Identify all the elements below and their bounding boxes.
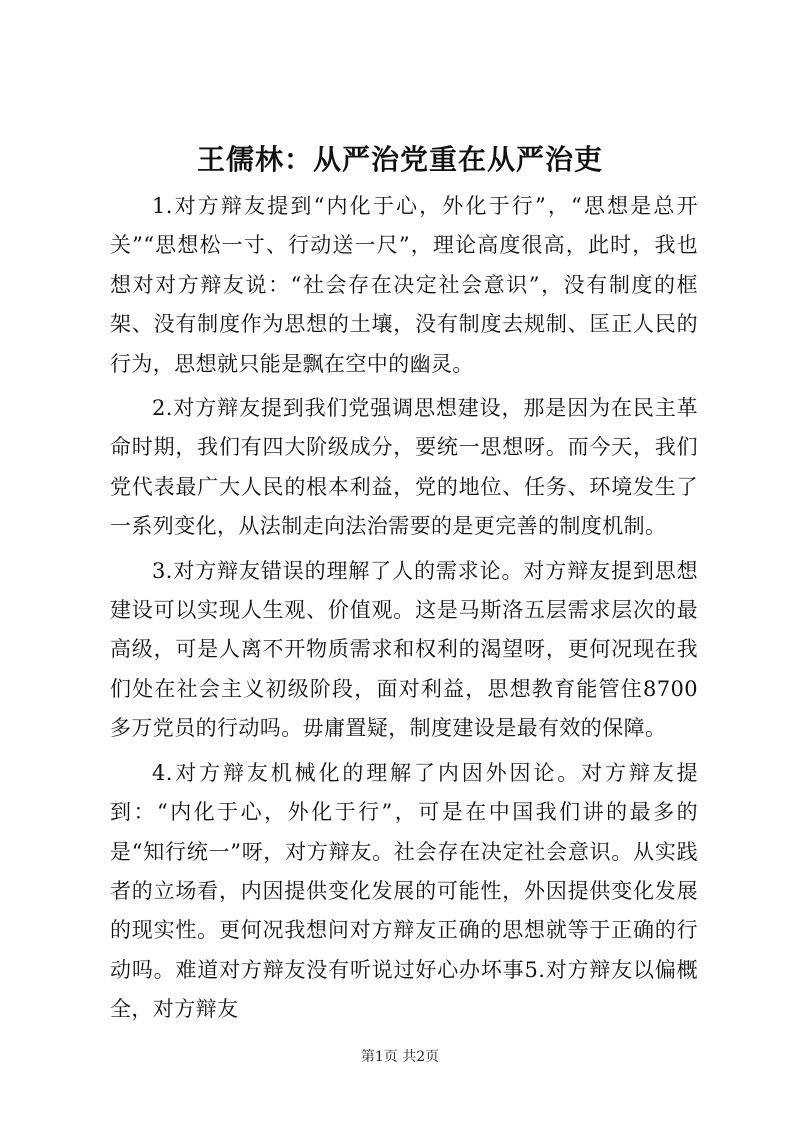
paragraph-4: 4.对方辩友机械化的理解了内因外因论。对方辩友提到：“内化于心，外化于行”，可是在中国我们讲的最多的是“知行统一”呀，对方辩友。社会存在决定社会意识。从实践者的立场看，内因提供变化发展的可能性，外因提供变化发展的现实性。更何况我想问对方辩友正确的思想就等于正确的行动吗。难道对方辩友没有听说过好心办坏事5.对方辩友以偏概全，对方辩友	[110, 760, 698, 1022]
paragraph-3: 3.对方辩友错误的理解了人的需求论。对方辩友提到思想建设可以实现人生观、价值观。这是马斯洛五层需求层次的最高级，可是人离不开物质需求和权利的渴望呀，更何况现在我们处在社会主义初级阶段，面对利益，思想教育能管住8700多万党员的行动吗。毋庸置疑，制度建设是最有效的保障。	[110, 558, 698, 741]
document-body	[110, 187, 698, 1035]
page-number-footer: 第1页 共2页	[360, 1049, 440, 1065]
paragraph-2: 2.对方辩友提到我们党强调思想建设，那是因为在民主革命时期，我们有四大阶级成分，要统一思想呀。而今天，我们党代表最广大人民的根本利益，党的地位、任务、环境发生了一系列变化，从法制走向法治需要的是更完善的制度机制。	[110, 396, 698, 539]
paragraph-1: 1.对方辩友提到“内化于心，外化于行”，“思想是总开关”“思想松一寸、行动送一尺”，理论高度很高，此时，我也想对对方辩友说：“社会存在决定社会意识”，没有制度的框架、没有制度作为思想的土壤，没有制度去规制、匡正人民的行为，思想就只能是飘在空中的幽灵。	[110, 194, 698, 376]
document-title: 王儒林：从严治党重在从严治吏	[196, 143, 603, 176]
